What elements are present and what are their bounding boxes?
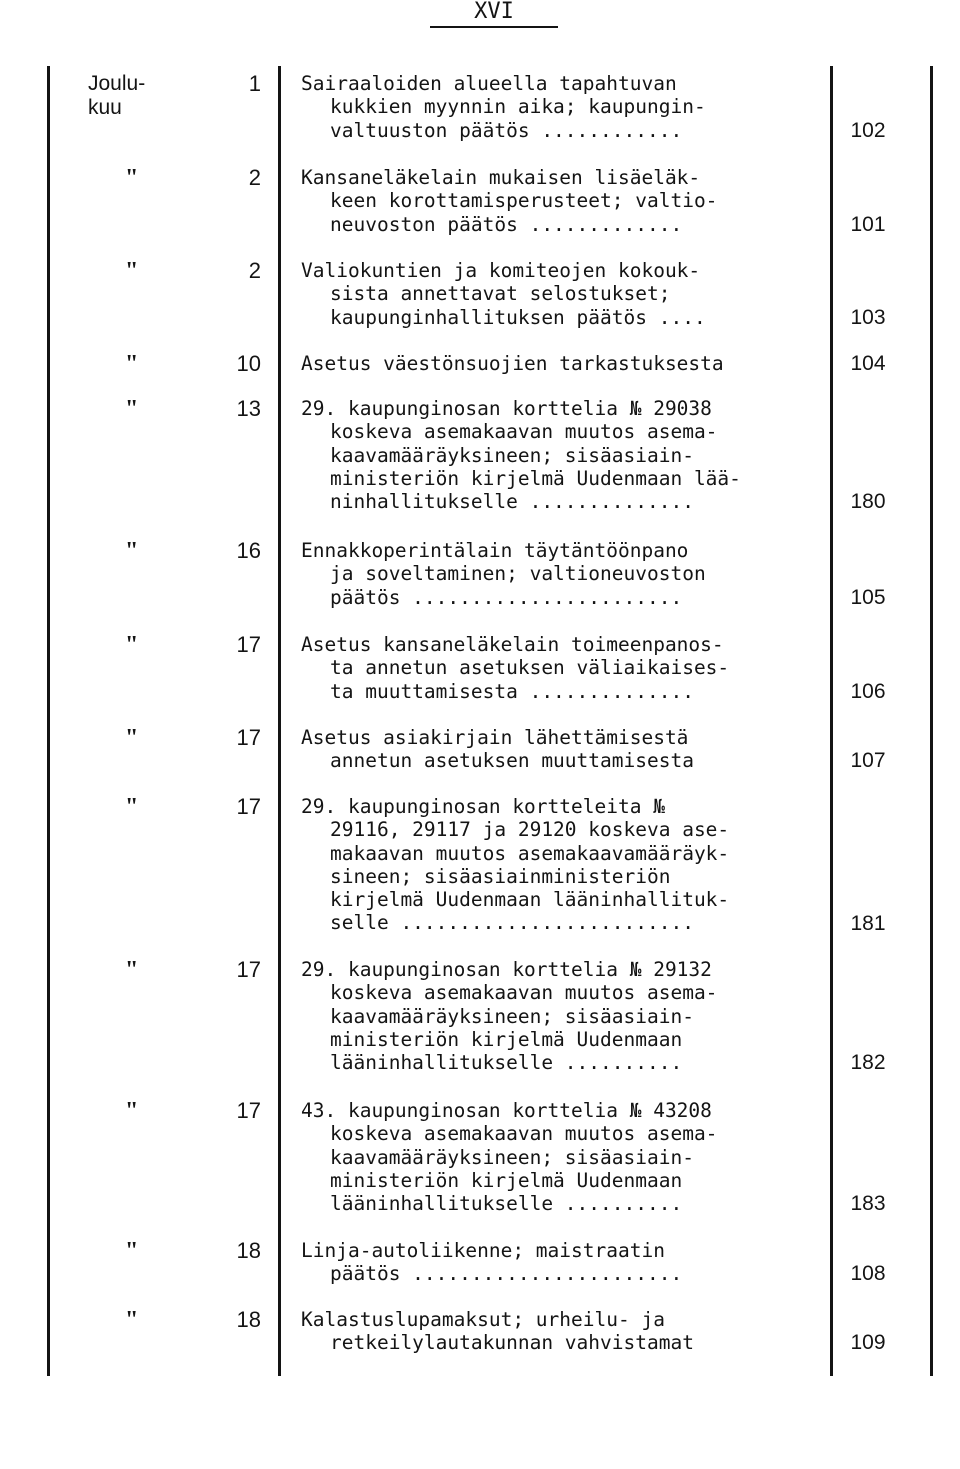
entry-day: 1	[248, 71, 261, 96]
entry-page-number: 101	[850, 213, 886, 236]
entry-page-number: 104	[850, 352, 886, 375]
entry-page-number: 103	[850, 306, 886, 329]
entry-page-number: 108	[850, 1262, 886, 1285]
month-label-line-2: kuu	[88, 96, 122, 119]
entry-title-line: Kalastuslupamaksut; urheilu- ja	[301, 1308, 665, 1331]
entry-title-line: kaavamääräyksineen; sisäasiain-	[330, 1004, 694, 1028]
entry-title-line: lääninhallitukselle ..........	[330, 1192, 683, 1216]
entry-title-line: Kansaneläkelain mukaisen lisäeläk-	[301, 166, 701, 189]
entry-title-line: päätös .......................	[330, 585, 683, 609]
entry-title-line: ta annetun asetuksen väliaikaises-	[330, 656, 730, 680]
entry-day: 17	[236, 632, 261, 657]
entry-title-line: kaavamääräyksineen; sisäasiain-	[330, 1145, 694, 1169]
ditto-mark: "	[125, 632, 139, 658]
entry-page-number: 182	[850, 1051, 886, 1074]
ditto-mark: "	[125, 538, 139, 564]
entry-title	[301, 958, 826, 1074]
entry-page-number: 180	[850, 490, 886, 513]
entry-title-line: makaavan muutos asemakaavamääräyk-	[330, 841, 730, 865]
month-label-line-1: Joulu-	[88, 72, 146, 95]
month-label	[88, 72, 145, 120]
ditto-mark: "	[125, 165, 139, 191]
left-rule	[47, 66, 50, 1376]
day-column-rule	[278, 66, 281, 1376]
ditto-mark: "	[125, 1098, 139, 1124]
entry-title-line: kaavamääräyksineen; sisäasiain-	[330, 443, 694, 467]
entry-title	[301, 352, 826, 375]
entry-title-line: ministeriön kirjelmä Uudenmaan lää-	[330, 466, 741, 490]
entry-title-line: 29. kaupunginosan korttelia № 29132	[301, 958, 712, 981]
entry-title-line: lääninhallitukselle ..........	[330, 1051, 683, 1075]
ditto-mark: "	[125, 957, 139, 983]
entry-title	[301, 72, 826, 142]
entry-title	[301, 1308, 826, 1355]
ditto-mark: "	[125, 794, 139, 820]
entry-title	[301, 633, 826, 703]
entry-title-line: 29116, 29117 ja 29120 koskeva ase-	[330, 818, 730, 842]
entry-title	[301, 397, 826, 513]
ditto-mark: "	[125, 351, 139, 377]
ditto-mark: "	[125, 1238, 139, 1264]
entry-title-line: selle .........................	[330, 911, 694, 935]
entry-day: 18	[236, 1238, 261, 1263]
entry-title-line: neuvoston päätös .............	[330, 212, 683, 236]
entry-title-line: Linja-autoliikenne; maistraatin	[301, 1239, 665, 1262]
entry-title-line: 29. kaupunginosan kortteleita №	[301, 795, 665, 818]
entry-day: 17	[236, 794, 261, 819]
entry-title-line: koskeva asemakaavan muutos asema-	[330, 981, 718, 1005]
entry-day: 16	[236, 538, 261, 563]
entry-title-line: Asetus kansaneläkelain toimeenpanos-	[301, 633, 724, 656]
entry-title	[301, 1239, 826, 1286]
entry-day: 2	[248, 165, 261, 190]
entry-title	[301, 259, 826, 329]
entry-title-line: Sairaaloiden alueella tapahtuvan	[301, 72, 677, 95]
entry-page-number: 105	[850, 586, 886, 609]
ditto-mark: "	[125, 725, 139, 751]
ditto-mark: "	[125, 258, 139, 284]
entry-title-line: ja soveltaminen; valtioneuvoston	[330, 562, 706, 586]
entry-title-line: valtuuston päätös ............	[330, 118, 683, 142]
entry-day: 13	[236, 396, 261, 421]
entry-title	[301, 1099, 826, 1215]
entry-title-line: Valiokuntien ja komiteojen kokouk-	[301, 259, 701, 282]
entry-day: 17	[236, 1098, 261, 1123]
entry-title-line: ninhallitukselle ..............	[330, 490, 694, 514]
entry-title-line: retkeilylautakunnan vahvistamat	[330, 1331, 694, 1355]
entry-page-number: 102	[850, 119, 886, 142]
entry-title-line: 29. kaupunginosan korttelia № 29038	[301, 397, 712, 420]
ditto-mark: "	[125, 396, 139, 422]
entry-title-line: kirjelmä Uudenmaan lääninhallituk-	[330, 888, 730, 912]
entry-title-line: Ennakkoperintälain täytäntöönpano	[301, 539, 689, 562]
entry-day: 18	[236, 1307, 261, 1332]
entry-day: 2	[248, 258, 261, 283]
entry-day: 17	[236, 957, 261, 982]
entry-title-line: kaupunginhallituksen päätös ....	[330, 305, 706, 329]
entry-title-line: ministeriön kirjelmä Uudenmaan	[330, 1027, 683, 1051]
entry-title-line: sista annettavat selostukset;	[330, 282, 671, 306]
entry-title	[301, 795, 826, 935]
entry-title	[301, 166, 826, 236]
right-rule	[930, 66, 933, 1376]
entry-title	[301, 726, 826, 773]
entry-title-line: koskeva asemakaavan muutos asema-	[330, 1122, 718, 1146]
ditto-mark: "	[125, 1307, 139, 1333]
entry-title-line: ta muuttamisesta ..............	[330, 679, 694, 703]
entry-title-line: keen korottamisperusteet; valtio-	[330, 189, 718, 213]
entry-day: 17	[236, 725, 261, 750]
entry-title-line: Asetus väestönsuojien tarkastuksesta	[301, 352, 724, 375]
page-number-roman: XVI	[430, 0, 558, 28]
entry-title-line: kukkien myynnin aika; kaupungin-	[330, 95, 706, 119]
entry-title-line: koskeva asemakaavan muutos asema-	[330, 420, 718, 444]
entry-title-line: sineen; sisäasiainministeriön	[330, 864, 671, 888]
entry-page-number: 181	[850, 912, 886, 935]
entry-page-number: 109	[850, 1331, 886, 1354]
entry-title	[301, 539, 826, 609]
entry-page-number: 106	[850, 680, 886, 703]
page-column-rule	[830, 66, 833, 1376]
entry-title-line: 43. kaupunginosan korttelia № 43208	[301, 1099, 712, 1122]
entry-page-number: 183	[850, 1192, 886, 1215]
entry-title-line: ministeriön kirjelmä Uudenmaan	[330, 1168, 683, 1192]
entry-page-number: 107	[850, 749, 886, 772]
entry-day: 10	[236, 351, 261, 376]
entry-title-line: päätös .......................	[330, 1262, 683, 1286]
entry-title-line: annetun asetuksen muuttamisesta	[330, 749, 694, 773]
entry-title-line: Asetus asiakirjain lähettämisestä	[301, 726, 689, 749]
